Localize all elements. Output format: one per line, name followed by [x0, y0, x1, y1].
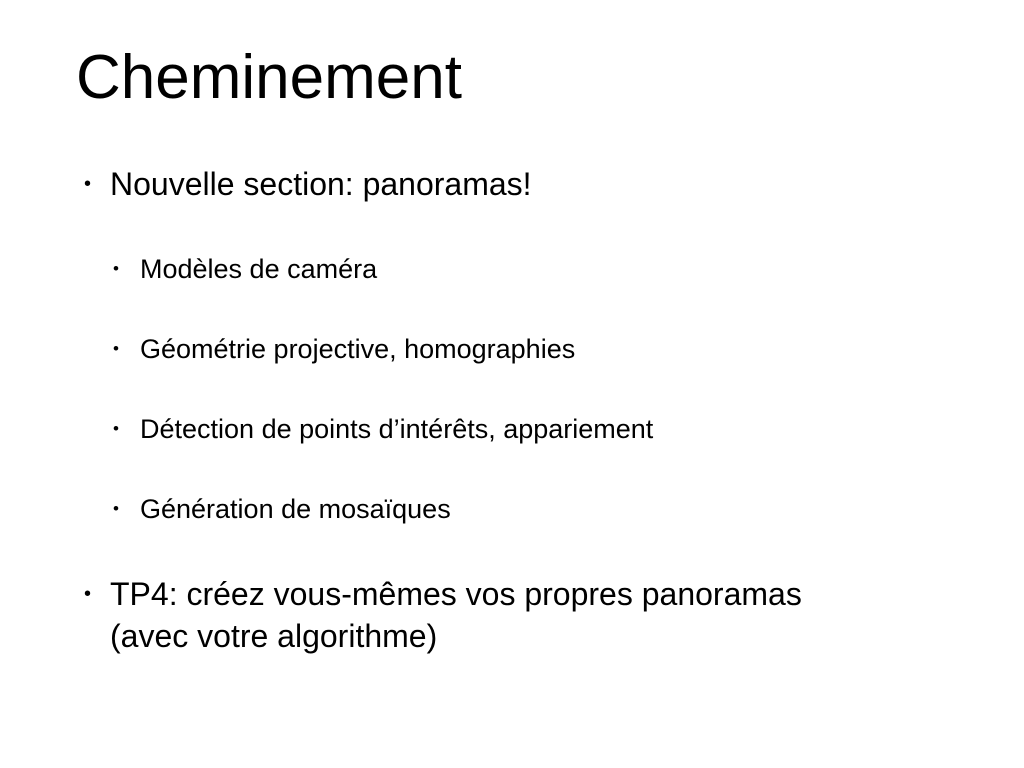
bullet-dot-icon: •	[84, 583, 92, 605]
bullet-item-tp4-continuation	[110, 617, 437, 655]
sub-bullet-item-interest-points	[113, 413, 654, 445]
bullet-text-line1: TP4: créez vous-mêmes vos propres panoramas	[110, 576, 802, 612]
sub-bullet-item-projective-geometry	[113, 333, 576, 365]
sub-bullet-text: Génération de mosaïques	[140, 494, 451, 524]
bullet-text: Nouvelle section: panoramas!	[110, 166, 532, 202]
sub-bullet-text: Détection de points d’intérêts, appariement	[140, 414, 654, 444]
bullet-item-new-section	[84, 165, 532, 203]
bullet-dot-icon: •	[113, 339, 119, 358]
bullet-item-tp4	[84, 575, 802, 613]
bullet-text-line2: (avec votre algorithme)	[110, 618, 438, 654]
sub-bullet-text: Géométrie projective, homographies	[140, 334, 576, 364]
sub-bullet-text: Modèles de caméra	[140, 254, 378, 284]
sub-bullet-item-camera-models	[113, 253, 378, 285]
slide-title: Cheminement	[76, 43, 462, 112]
bullet-dot-icon: •	[113, 259, 119, 278]
bullet-dot-icon: •	[113, 499, 119, 518]
bullet-dot-icon: •	[113, 419, 119, 438]
bullet-dot-icon: •	[84, 173, 92, 195]
sub-bullet-item-mosaic-generation	[113, 493, 451, 525]
